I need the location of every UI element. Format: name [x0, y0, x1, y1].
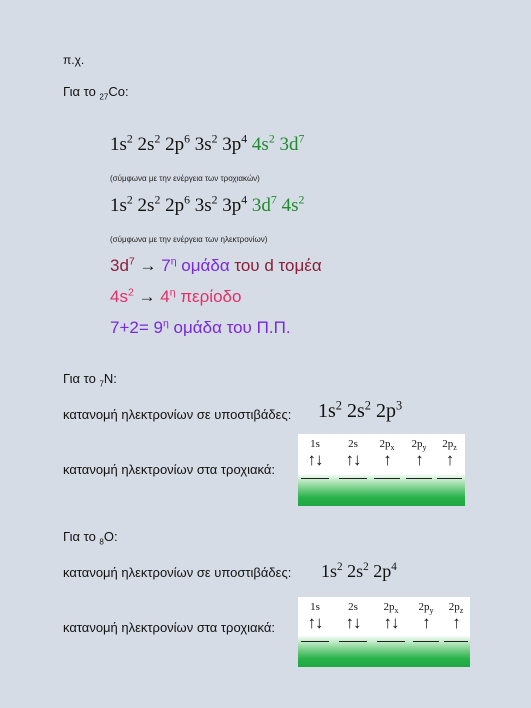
- line-exp: 2: [127, 286, 134, 299]
- config-exp: 7: [298, 132, 305, 146]
- line-orbital: 3d: [110, 256, 129, 275]
- right-arrow-icon: →: [134, 256, 162, 275]
- group-number: 7: [161, 256, 171, 275]
- config-exp: 2: [363, 561, 369, 573]
- orbital-line: [301, 641, 329, 642]
- electron-arrows-icon: ↑: [383, 450, 391, 469]
- config-exp: 4: [391, 561, 397, 573]
- config-exp: 2: [211, 193, 218, 207]
- block-text: d τομέα: [264, 256, 322, 275]
- config-exp: 4: [241, 193, 248, 207]
- config-exp: 4: [241, 132, 248, 146]
- line-exp: 7: [128, 255, 135, 268]
- electron-arrows-icon: ↑: [422, 613, 430, 632]
- n-orbital-diagram: [298, 434, 465, 506]
- config-term: 3s: [194, 195, 212, 216]
- config-term: 2s: [137, 134, 155, 155]
- orbital-name: 2s: [348, 438, 358, 450]
- config-term: 2s: [347, 561, 364, 581]
- orbital-line: [339, 641, 367, 642]
- co-note-orbital-energy: (σύμφωνα με την ενέργεια των τροχιακών): [110, 174, 260, 183]
- config-exp: 2: [154, 193, 161, 207]
- config-term: 1s: [110, 134, 127, 155]
- period-text: περίοδο: [175, 287, 242, 306]
- ordinal-sup: η: [170, 255, 177, 268]
- period-number: 4: [160, 287, 170, 306]
- orbital-line: [413, 641, 439, 642]
- config-exp: 2: [154, 132, 161, 146]
- config-term: 4s: [251, 134, 269, 155]
- config-term: 1s: [318, 400, 336, 422]
- n-symbol: N:: [103, 371, 117, 386]
- example-label: π.χ.: [63, 53, 85, 67]
- orbital-slot: [338, 597, 368, 643]
- orbital-slot: [300, 597, 330, 643]
- electron-arrows-icon: ↑: [445, 450, 454, 469]
- o-orbital-diagram: [298, 597, 470, 667]
- co-heading: [63, 84, 129, 102]
- orbital-line: [444, 641, 468, 642]
- orbital-line: [374, 478, 400, 479]
- config-term: 1s: [110, 195, 127, 216]
- config-exp: 2: [364, 398, 371, 413]
- orbital-name: 2p: [383, 601, 395, 613]
- n-heading-prefix: Για το: [63, 371, 100, 386]
- orbital-axis: z: [453, 443, 457, 453]
- config-exp: 2: [268, 132, 275, 146]
- orbital-name: 2p: [418, 601, 430, 613]
- o-atomic-number: 8: [99, 537, 104, 547]
- config-term: 2p: [376, 400, 396, 422]
- orbital-line: [406, 478, 432, 479]
- electron-arrows-icon: ↑↓: [345, 613, 361, 632]
- config-exp: 2: [126, 193, 133, 207]
- config-exp: 6: [184, 132, 190, 146]
- co-period-line: [110, 287, 241, 307]
- electron-arrows-icon: ↑↓: [307, 450, 323, 469]
- orbital-line: [377, 641, 405, 642]
- orbital-axis: y: [422, 443, 427, 453]
- n-config: [318, 400, 402, 423]
- electron-arrows-icon: ↑↓: [383, 613, 399, 632]
- orbital-axis: y: [429, 606, 434, 616]
- o-orbital-label: κατανομή ηλεκτρονίων στα τροχιακά:: [63, 620, 276, 635]
- orbital-name: 2p: [411, 438, 423, 450]
- o-heading-prefix: Για το: [63, 529, 100, 544]
- config-term: 2p: [165, 195, 185, 216]
- orbital-slot: [338, 434, 368, 480]
- config-term: 2s: [137, 195, 155, 216]
- co-config-electron-energy: [110, 195, 304, 217]
- orbital-line: [301, 478, 329, 479]
- right-arrow-icon: →: [133, 287, 161, 306]
- co-config-orbital-energy: [110, 134, 304, 156]
- orbital-name: 2p: [442, 438, 454, 450]
- electron-arrows-icon: ↑: [452, 613, 460, 632]
- orbital-slot: [376, 597, 406, 643]
- orbital-line: [437, 478, 462, 479]
- orbital-name: 2p: [379, 438, 391, 450]
- config-exp: 2: [211, 132, 218, 146]
- config-term: 4s: [281, 195, 299, 216]
- config-exp: 2: [335, 398, 342, 413]
- config-term: 3d: [251, 195, 271, 216]
- config-term: 2p: [165, 134, 185, 155]
- o-heading: [63, 529, 118, 547]
- config-exp: 3: [396, 398, 403, 413]
- orbital-slot: [300, 434, 330, 480]
- config-term: 3s: [194, 134, 212, 155]
- config-term: 3d: [279, 134, 299, 155]
- ordinal-sup: η: [162, 317, 169, 330]
- config-exp: 2: [337, 561, 343, 573]
- co-group-calc-line: [110, 318, 291, 338]
- orbital-slot: [436, 434, 463, 480]
- group-calc: 7+2= 9: [110, 318, 163, 337]
- orbital-slot: [405, 434, 433, 480]
- orbital-name: 2p: [448, 601, 460, 613]
- n-atomic-number: 7: [99, 379, 104, 389]
- n-orbital-label: κατανομή ηλεκτρονίων στα τροχιακά:: [63, 462, 276, 477]
- tou-text: του: [229, 256, 265, 275]
- config-term: 3p: [222, 195, 242, 216]
- co-heading-prefix: Για το: [63, 84, 100, 99]
- config-term: 1s: [321, 561, 338, 581]
- n-heading: [63, 371, 117, 389]
- orbital-axis: x: [394, 606, 399, 616]
- config-term: 2s: [347, 400, 365, 422]
- config-term: 2p: [373, 561, 392, 581]
- electron-arrows-icon: ↑: [415, 450, 423, 469]
- orbital-slot: [412, 597, 440, 643]
- orbital-name: 1s: [310, 438, 320, 450]
- orbital-axis: x: [390, 443, 395, 453]
- ordinal-sup: η: [169, 286, 176, 299]
- co-group-line: [110, 256, 322, 276]
- line-orbital: 4s: [110, 287, 128, 306]
- co-symbol: Co:: [108, 84, 129, 99]
- orbital-name: 1s: [310, 601, 320, 613]
- electron-arrows-icon: ↑↓: [345, 450, 361, 469]
- orbital-slot: [443, 597, 469, 643]
- n-subshell-label: κατανομή ηλεκτρονίων σε υποστιβάδες:: [63, 407, 292, 422]
- config-exp: 2: [126, 132, 133, 146]
- orbital-name: 2s: [348, 601, 358, 613]
- orbital-line: [339, 478, 367, 479]
- group-pp-text: ομάδα του Π.Π.: [168, 318, 291, 337]
- orbital-axis: z: [459, 606, 464, 616]
- co-note-electron-energy: (σύμφωνα με την ενέργεια των ηλεκτρονίων): [110, 235, 268, 244]
- electron-arrows-icon: ↑↓: [307, 613, 323, 632]
- group-text: ομάδα: [176, 256, 230, 275]
- o-subshell-label: κατανομή ηλεκτρονίων σε υποστιβάδες:: [63, 565, 292, 580]
- config-exp: 7: [270, 193, 277, 207]
- o-symbol: O:: [103, 529, 118, 544]
- config-exp: 2: [298, 193, 305, 207]
- orbital-slot: [373, 434, 401, 480]
- config-exp: 6: [184, 193, 190, 207]
- config-term: 3p: [222, 134, 242, 155]
- o-config: [321, 561, 397, 582]
- co-atomic-number: 27: [99, 92, 109, 102]
